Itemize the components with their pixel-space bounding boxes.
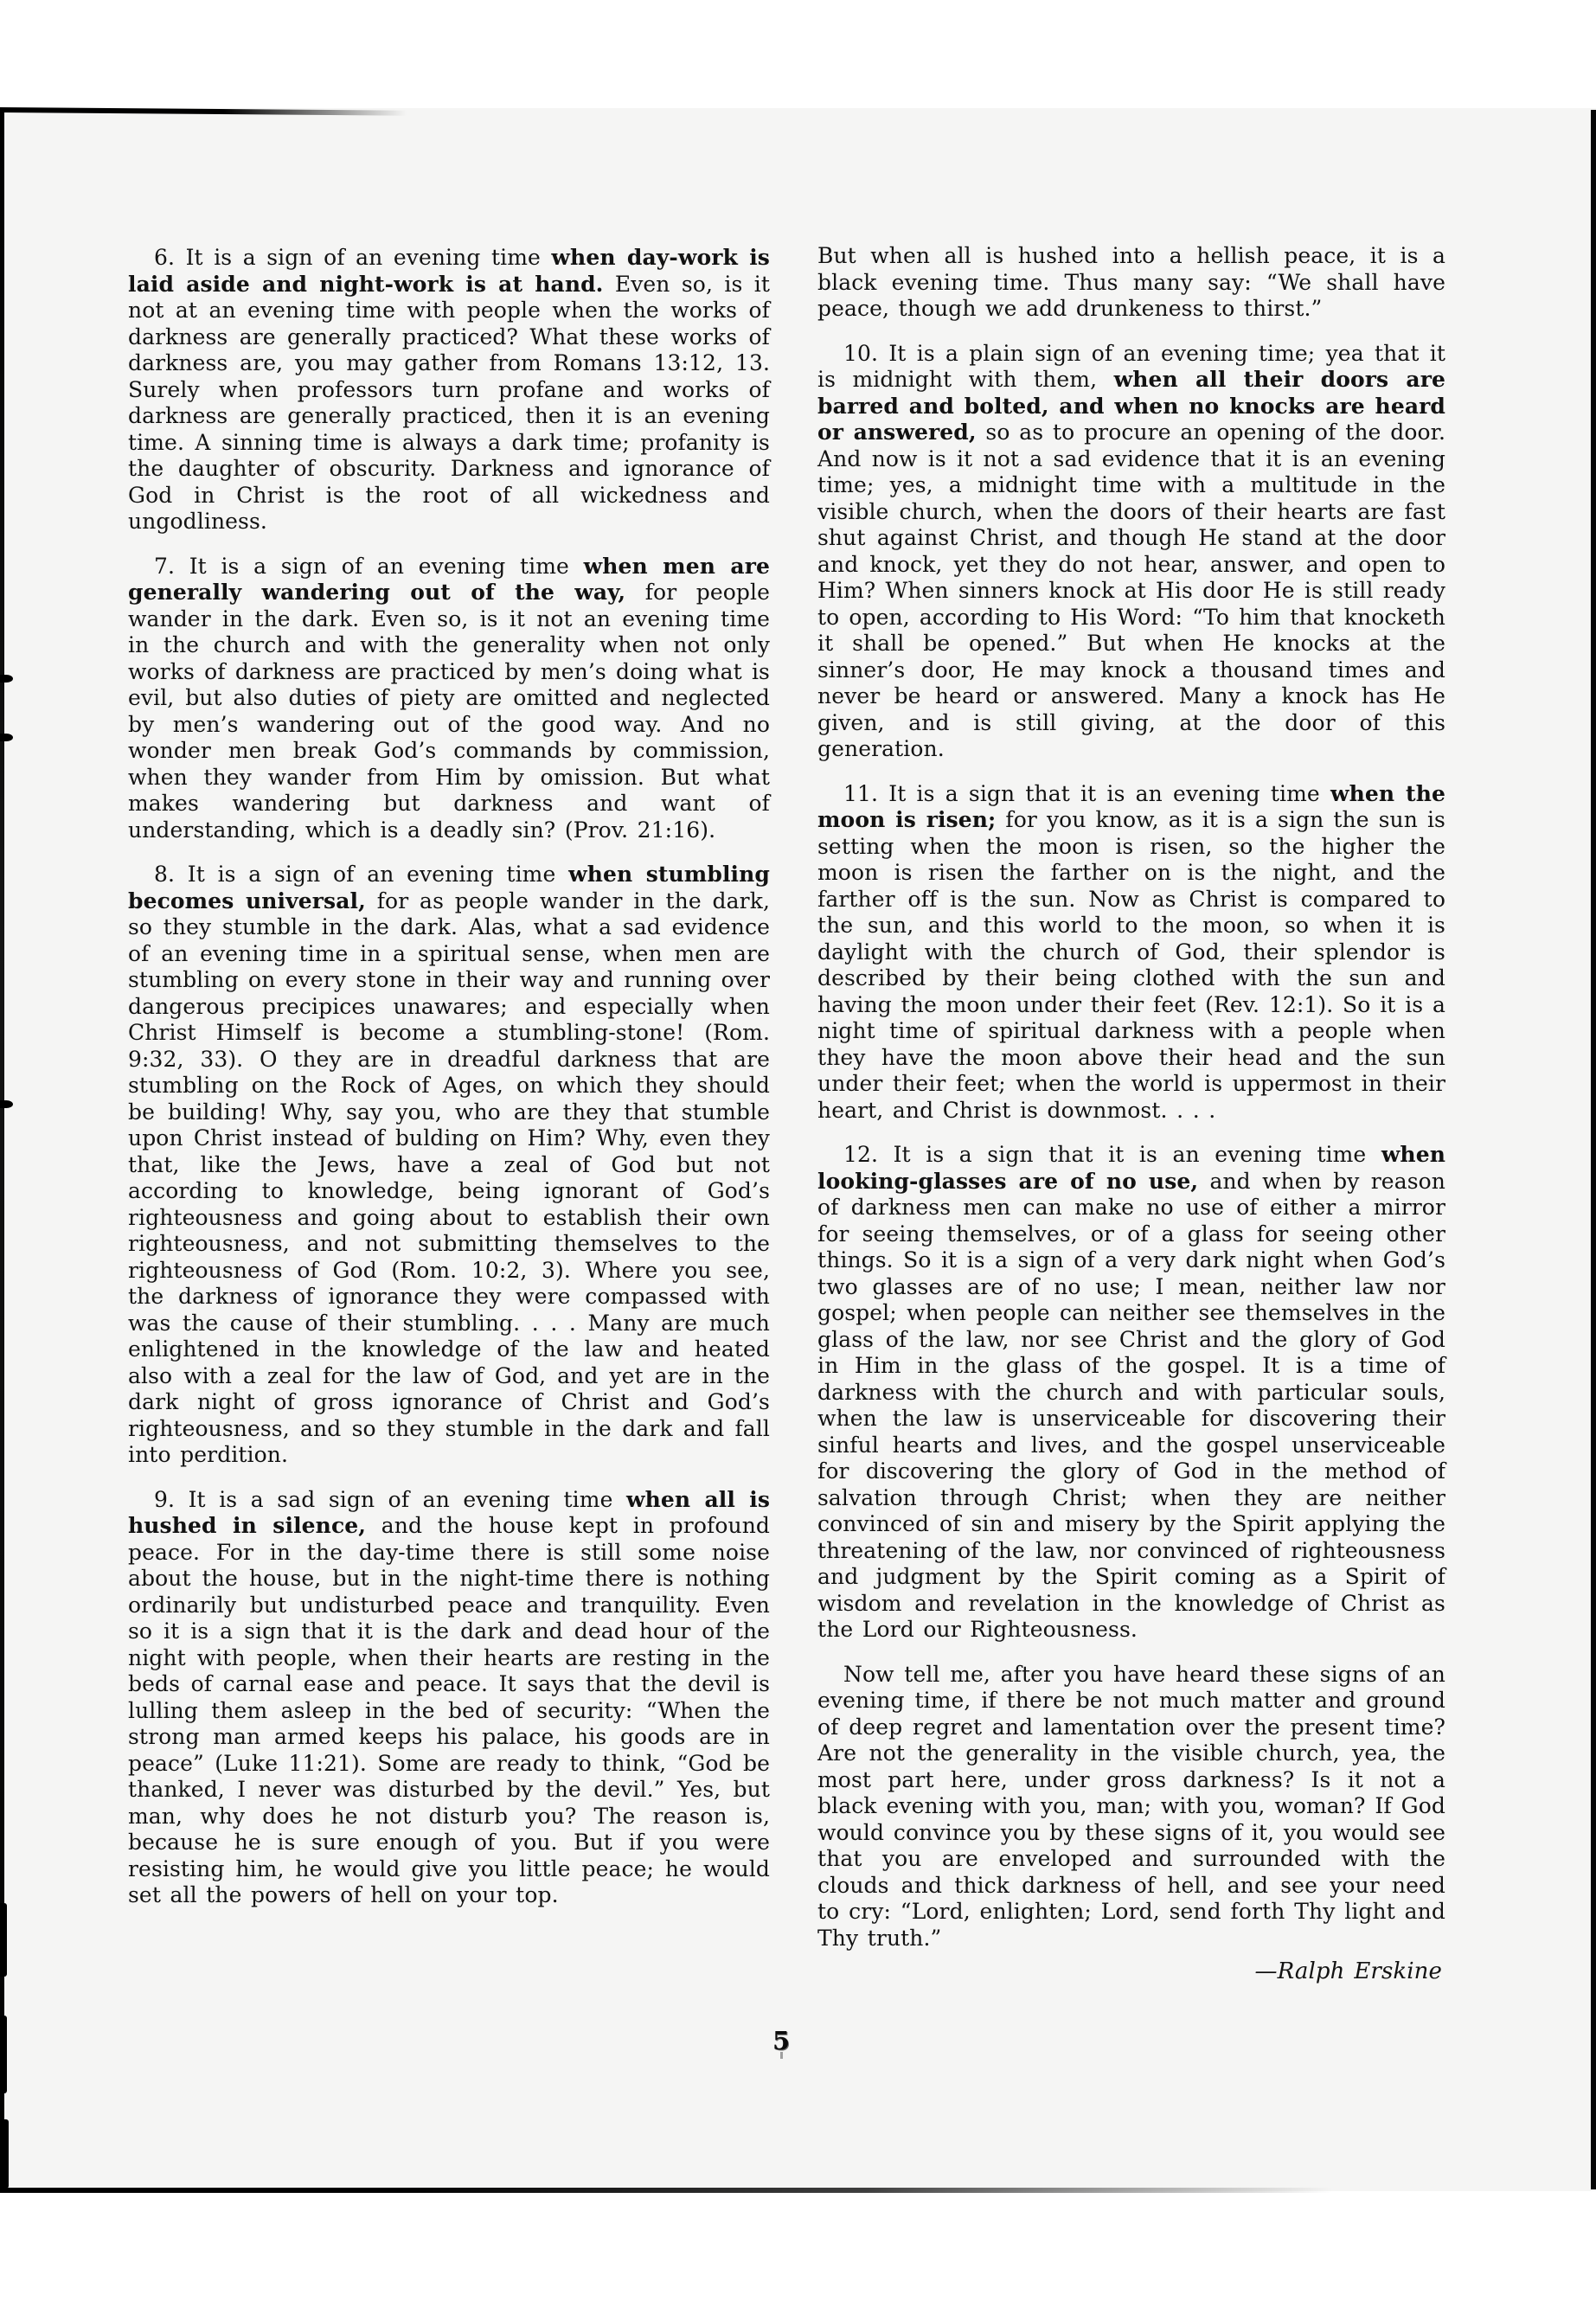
scan-edge-patch [0,2119,9,2189]
text-run: 9. It is a sad sign of an evening time [154,1486,626,1512]
text-run: 8. It is a sign of an evening time [154,862,569,887]
text-run: 11. It is a sign that it is an evening time [843,780,1330,806]
paragraph [817,781,1445,1125]
text-run: so as to procure an opening of the door. And now is it not a sad evidence that it is an evening time; yes, a midnight time with a multitude in the visible church, when the doors of their hearts are fast shut against Christ, and though He stand at the door and knock, yet they do not hear, answer, and open to Him? When sinners knock at His door He is still ready to open, according to His Word: “To him that knocketh it shall be opened.” But when He knocks at the sinner’s door, He may knock a thousand times and never be heard or answered. Many a knock has He given, and is still giving, at the door of this generation. [817,420,1445,761]
text-column-right [817,243,1445,1985]
text-run: and when by reason of darkness men can make no use of either a mirror for seeing themselves, or of a glass for seeing other things. So it is a sign of a very dark night when God’s two glasses are of no use; I mean, neither law nor gospel; when people can neither see themselves in the glass of the law, nor see Christ and the glory of God in Him in the glass of the gospel. It is a time of darkness with the church and with particular souls, when the law is unserviceable for discovering their sinful hearts and lives, and the gospel unserviceable for discovering the glory of God in the method of salvation through Christ; when they are neither convinced of sin and misery by the Spirit applying the threatening of the law, nor convinced of righteousness and judgment by the Spirit coming as a Spirit of wisdom and revelation in the knowledge of Christ as the Lord our Righteousness. [817,1168,1445,1642]
bold-phrase: when the moon is risen; [817,780,1445,832]
scan-edge-patch [0,1903,7,1977]
text-run: But when all is hushed into a hellish peace, it is a black evening time. Thus many say: “We shall have peace, though we add drunkeness to thirst.” [817,243,1445,321]
text-run: 12. It is a sign that it is an evening time [843,1142,1381,1167]
paragraph [817,1142,1445,1644]
paragraph [817,1662,1445,1952]
text-run: for people wander in the dark. Even so, is it not an evening time in the church and with the generality when not only works of darkness are practiced by men’s doing what is evil, but also duties of piety are omitted and neglected by men’s wandering out of the good way. And no wonder men break God’s commands by commission, when they wander from Him by omission. But what makes wandering but darkness and want of understanding, which is a deadly sin? (Prov. 21:16). [128,580,770,843]
bold-phrase: when men are generally wandering out of the way, [128,553,770,605]
bold-phrase: when looking-glasses are of no use, [817,1142,1445,1194]
text-run: for you know, as it is a sign the sun is setting when the moon is risen, so the higher the moon is risen the farther on is the night, and the farther off is the sun. Now as Christ is compared to the sun, and this world to the moon, so when it is daylight with the church of God, their splendor is described by their being clothed with the sun and having the moon under their feet (Rev. 12:1). So it is a night time of spiritual darkness with a people when they have the moon above their head and the sun under their feet; when the world is uppermost in their heart, and Christ is downmost. . . . [817,807,1445,1123]
paragraph [817,243,1445,323]
scan-edge-tick [0,734,13,741]
scan-edge-bottom [0,2188,1332,2193]
bold-phrase: when stumbling becomes universal, [128,862,770,913]
scan-edge-left [0,111,4,2189]
scan-edge-top [0,107,407,116]
text-run: 10. It is a plain sign of an evening time; yea that it is midnight with them, [817,340,1445,392]
author-signature: —Ralph Erskine [1254,1958,1442,1984]
bold-phrase: when day-work is laid aside and night-work is at hand. [128,245,770,297]
scan-edge-tick [0,675,13,683]
text-run: for as people wander in the dark, so they stumble in the dark. Alas, what a sad evidence of an evening time in a spiritual sense, when men are stumbling on every stone in their way and running over dangerous precipices unawares; and especially when Christ Himself is become a stumbling-stone! (Rom. 9:32, 33). O they are in dreadful darkness that are stumbling on the Rock of Ages, on which they should be building! Why, say you, who are they that stumble upon Christ instead of bulding on Him? Why, even they that, like the Jews, have a zeal of God but not according to knowledge, being ignorant of God’s righteousness and going about to establish their own righteousness, and not submitting themselves to the righteousness of God (Rom. 10:2, 3). Where you see, the darkness of ignorance they were compassed with was the cause of their stumbling. . . . Many are much enlightened in the knowledge of the law and heated also with a zeal for the law of God, and yet are in the dark night of gross ignorance of Christ and God’s righteousness, and so they stumble in the dark and fall into perdition. [128,888,770,1467]
text-run: Even so, is it not at an evening time with people when the works of darkness are generally practiced? What these works of darkness are, you may gather from Romans 13:12, 13. Surely when professors turn profane and works of darkness are generally practiced, then it is an evening time. A sinning time is always a dark time; profanity is the daughter of obscurity. Darkness and ignorance of God in Christ is the root of all wickedness and ungodliness. [128,271,770,534]
text-run: and the house kept in profound peace. For in the day-time there is still some noise about the house, but in the night-time there is nothing ordinarily but undisturbed peace and tranquility. Even so it is a sign that it is the dark and dead hour of the night with people, when their hearts are resting in the beds of carnal ease and peace. It says that the devil is lulling them asleep in the bed of security: “When the strong man armed keeps his palace, his goods are in peace” (Luke 11:21). Some are ready to think, “God be thanked, I never was disturbed by the devil.” Yes, but man, why does he not disturb you? The reason is, because he is sure enough of you. But if you were resisting him, he would give you little peace; he would set all the powers of hell on your top. [128,1513,771,1907]
paragraph [128,245,770,535]
text-run: 6. It is a sign of an evening time [154,245,552,270]
text-column-right-paragraphs [817,243,1445,1952]
page-number: 5 [772,2026,791,2055]
scan-edge-patch [0,2016,7,2093]
text-run: Now tell me, after you have heard these signs of an evening time, if there be not much matter and ground of deep regret and lamentation over the present time? Are not the generality in the visible church, yea, the most part here, under gross darkness? Is it not a black evening with you, man; with you, woman? If God would convince you by these signs of it, you would see that you are enveloped and surrounded with the clouds and thick darkness of hell, and see your need to cry: “Lord, enlighten; Lord, send forth Thy light and Thy truth.” [817,1661,1445,1951]
text-column-left [128,245,770,1909]
bold-phrase: when all their doors are barred and bolted, and when no knocks are heard or answered, [817,367,1445,445]
paragraph [817,341,1445,763]
scan-edge-right [1591,110,1596,2189]
paragraph [128,554,770,844]
paragraph [128,1487,770,1909]
page-sheet [0,108,1596,2191]
paragraph [128,862,770,1469]
bold-phrase: when all is hushed in silence, [128,1486,770,1538]
text-run: 7. It is a sign of an evening time [154,553,584,579]
scan-edge-tick [0,1100,13,1108]
